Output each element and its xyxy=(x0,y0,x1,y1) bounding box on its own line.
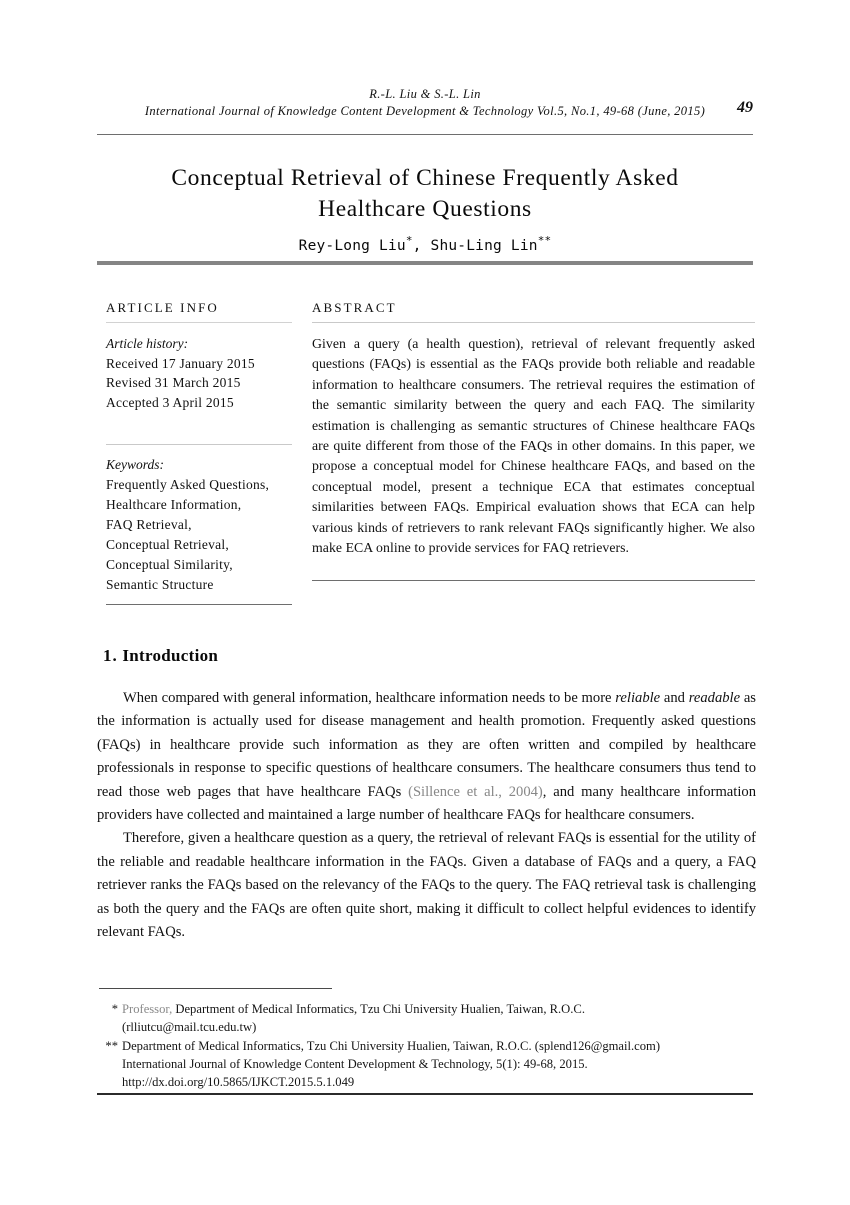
running-head xyxy=(97,86,753,120)
footnote-2-mark: ** xyxy=(105,1038,118,1053)
article-info-heading-divider xyxy=(106,322,292,323)
section-heading-introduction xyxy=(103,646,218,666)
title-line-2: Healthcare Questions xyxy=(318,196,532,222)
author-list xyxy=(120,234,730,254)
keyword-item: Conceptual Similarity, xyxy=(106,557,233,572)
article-history-received: Received 17 January 2015 xyxy=(106,355,255,371)
abstract-heading: ABSTRACT xyxy=(312,300,397,315)
author-one: Rey-Long Liu xyxy=(298,237,406,254)
keywords-label: Keywords: xyxy=(106,457,164,472)
running-head-journal: International Journal of Knowledge Content Development & Technology Vol.5, No.1, 49-68 (June, 2015) xyxy=(144,104,706,118)
abstract-text: Given a query (a health question), retrieval of relevant frequently asked questions (FAQs) is essential as the FAQs provide both reliable and readable information to healthcare consumers. The retrieval requires the estimation of the semantic similarity between the query and each FAQ. The similarity estimation is challenging as semantic structures of Chinese healthcare FAQs are quite different from those of the FAQs in other domains. In this paper, we propose a conceptual model for Chinese healthcare FAQs, and based on the conceptual model, present a technique ECA that estimates conceptual similarities between FAQs. Empirical evaluation shows that ECA can help various kinds of retrievers to rank relevant FAQs significantly higher. We also make ECA online to provide services for FAQ retrievers. xyxy=(312,336,755,556)
section-number: 1. xyxy=(103,646,118,665)
title-line-1: Conceptual Retrieval of Chinese Frequently Asked xyxy=(171,165,679,191)
footnote-1-mark: * xyxy=(111,1002,118,1016)
author-separator: , xyxy=(412,237,431,254)
p1-emphasis-readable: readable xyxy=(688,690,741,706)
abstract-column xyxy=(312,300,755,558)
footnote-1-email: (rlliutcu@mail.tcu.edu.tw) xyxy=(122,1020,257,1035)
keywords-bottom-divider xyxy=(106,604,292,605)
introduction-body xyxy=(97,687,756,944)
p1-emphasis-reliable: reliable xyxy=(615,690,661,706)
p1-text-a: When compared with general information, healthcare information needs to be more xyxy=(123,690,616,706)
footnote-1-affiliation: Department of Medical Informatics, Tzu Chi University Hualien, Taiwan, R.O.C. xyxy=(172,1002,585,1016)
header-divider xyxy=(97,134,753,135)
footnote-1-role: Professor, xyxy=(122,1002,173,1016)
keyword-item: Semantic Structure xyxy=(106,577,214,592)
p1-text-c: as the information is actually used for disease management and health promotion. Frequently asked questions (FAQs) in healthcare provide such information as they are often written and compiled by healthcare professionals in response to specific questions of healthcare consumers. The healthcare consumers thus tend to read those web pages that have healthcare FAQs xyxy=(97,690,756,800)
article-history-revised: Revised 31 March 2015 xyxy=(106,375,241,390)
page-number: 49 xyxy=(737,99,753,116)
p1-text-d: , and many healthcare information providers have collected and maintained a large number of healthcare FAQs for healthcare consumers. xyxy=(97,783,756,824)
footnote-2-doi-link[interactable]: http://dx.doi.org/10.5865/IJKCT.2015.5.1.049 xyxy=(122,1075,355,1090)
section-title: Introduction xyxy=(122,646,219,665)
page-title xyxy=(120,163,730,225)
author-two: Shu-Ling Lin xyxy=(430,237,538,254)
abstract-heading-divider xyxy=(312,322,755,323)
citation-sillence-2004: (Sillence et al., 2004) xyxy=(408,783,543,800)
keyword-item: Healthcare Information, xyxy=(106,497,242,512)
keyword-item: Conceptual Retrieval, xyxy=(106,537,229,552)
title-divider xyxy=(97,261,753,265)
footnote-block xyxy=(100,1000,756,1091)
paragraph-1 xyxy=(97,687,756,827)
footnote-divider xyxy=(99,988,332,989)
author-one-footnote-mark: * xyxy=(405,234,413,247)
p1-text-b: and xyxy=(660,690,689,706)
footnote-2-journal-citation: International Journal of Knowledge Content Development & Technology, 5(1): 49-68, 2015. xyxy=(122,1056,588,1071)
author-two-footnote-mark: ** xyxy=(537,234,552,247)
article-info-column xyxy=(106,300,292,605)
abstract-bottom-divider xyxy=(312,580,755,581)
paragraph-2: Therefore, given a healthcare question as a query, the retrieval of relevant FAQs is essential for the utility of the reliable and readable healthcare information in the FAQs. Given a database of FAQs and a query, a FAQ retriever ranks the FAQs based on the relevancy of the FAQs to the query. The FAQ retrieval task is challenging as both the query and the FAQs are often quite short, making it difficult to collect helpful evidences to identify relevant FAQs. xyxy=(97,830,756,941)
footnote-2-affiliation: Department of Medical Informatics, Tzu Chi University Hualien, Taiwan, R.O.C. (splend126@gmail.com) xyxy=(122,1038,661,1053)
footnote-1 xyxy=(100,1000,756,1037)
article-history-label: Article history: xyxy=(106,336,189,351)
keyword-item: Frequently Asked Questions, xyxy=(106,477,270,492)
info-spacer xyxy=(106,412,292,444)
article-info-heading: ARTICLE INFO xyxy=(106,300,219,315)
running-head-authors: R.-L. Liu & S.-L. Lin xyxy=(369,87,481,101)
keywords-top-divider xyxy=(106,444,292,445)
article-history-accepted: Accepted 3 April 2015 xyxy=(106,394,234,410)
keyword-item: FAQ Retrieval, xyxy=(106,517,192,532)
footnote-2 xyxy=(100,1037,756,1092)
page-bottom-divider xyxy=(97,1093,753,1095)
